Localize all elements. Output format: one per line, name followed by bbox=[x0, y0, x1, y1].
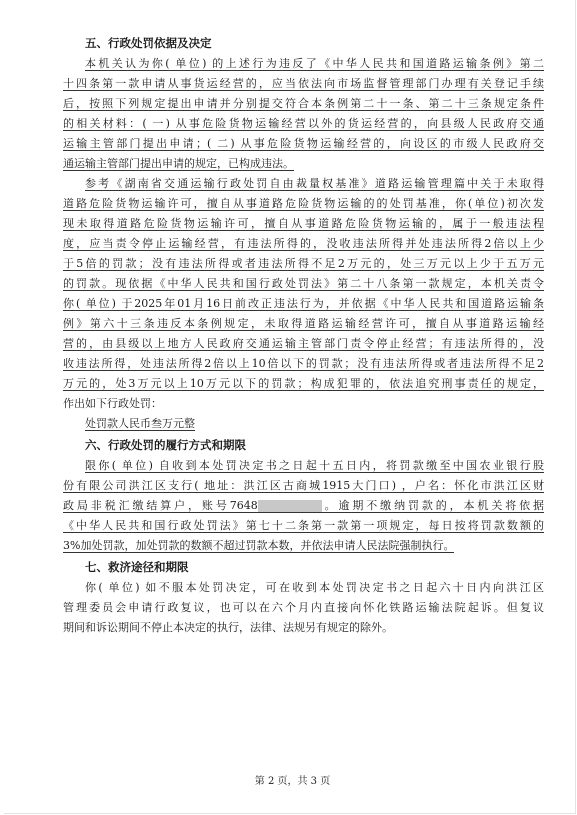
text-line: 道路危险货物运输许可，擅自从事道路危险货物运输的的处罚基准，你(单位)初次发 bbox=[63, 197, 544, 210]
text-line: 营的，由县级以上地方人民政府交通运输主管部门责令停止经营；有违法所得的，没 bbox=[63, 337, 544, 350]
penalty-decision bbox=[63, 414, 544, 434]
text-line: 本机关认为你( 单位) 的上述行为违反了《中华人民共和国道路运输条例》第二 bbox=[85, 57, 544, 70]
text-line: 于5倍的罚款；没有违法所得或者违法所得不足2万元的，处三万元以上少于五万元 bbox=[63, 257, 544, 270]
text-line: 通运输主管部门提出申请的规定，已构成违法。 bbox=[63, 157, 294, 170]
text-line: 后，按照下列规定提出申请并分别提交符合本条例第二十一条、第二十三条规定条件 bbox=[63, 97, 544, 110]
text-line: 例》第六十三条违反本条例规定，未取得道路运输经营许可，擅自从事道路运输经 bbox=[63, 317, 544, 330]
document-body bbox=[63, 32, 544, 638]
page-number-footer: 第 2 页，共 3 页 bbox=[254, 776, 331, 787]
text-line: 政局非税汇缴结算户，账号7648 。逾期不缴纳罚款的，本机关将依据 bbox=[63, 499, 544, 512]
text-line: 《中华人民共和国行政处罚法》第七十二条第一款第一项规定，每日按将罚款数额的 bbox=[63, 519, 544, 532]
text-line: 现未取得道路危险货物运输许可，擅自从事道路危险货物运输的，属于一般违法程 bbox=[63, 217, 544, 230]
section-5-paragraph-1 bbox=[63, 54, 544, 174]
text-line: 限你( 单位) 自收到本处罚决定书之日起十五日内，将罚款缴至中国农业银行股 bbox=[85, 459, 544, 472]
text-line: 运输主管部门提出申请；( 二) 从事危险货物运输经营的，向设区的市级人民政府交 bbox=[63, 137, 544, 150]
text-line: 万元的，处3万元以上10万元以下的罚款；构成犯罪的，依法追究刑事责任的规定， bbox=[63, 377, 544, 390]
text-line: 度，应当责令停止运输经营，有违法所得的，没收违法所得并处违法所得2倍以上少 bbox=[63, 237, 544, 250]
section-6-paragraph bbox=[63, 456, 544, 556]
penalty-amount: 处罚款人民币叁万元整 bbox=[85, 417, 195, 430]
section-7-heading: 七、救济途径和期限 bbox=[85, 560, 189, 574]
text-line: 作出如下行政处罚： bbox=[63, 397, 162, 410]
text-line: 期间和诉讼期间不停止本决定的执行，法律、法规另有规定的除外。 bbox=[63, 621, 393, 634]
text-line: 你( 单位) 于2025年01月16日前改正违法行为，并依据《中华人民共和国道路运输条 bbox=[63, 297, 544, 310]
text-line: 你( 单位) 如不服本处罚决定，可在收到本处罚决定书之日起六十日内向洪江区 bbox=[85, 581, 544, 594]
text-line: 的相关材料：( 一) 从事危险货物运输经营以外的货运经营的，向县级人民政府交通 bbox=[63, 117, 544, 130]
text-line: 的罚款。现依据《中华人民共和国行政处罚法》第二十八条第一款规定，本机关责令 bbox=[63, 277, 544, 290]
redacted-account-number bbox=[258, 500, 322, 513]
text-line: 管理委员会申请行政复议，也可以在六个月内直接向怀化铁路运输法院起诉。但复议 bbox=[63, 601, 544, 614]
text-line: 参考《湖南省交通运输行政处罚自由裁量权基准》道路运输管理篇中关于未取得 bbox=[85, 177, 544, 190]
text-line: 收违法所得，处违法所得2倍以上10倍以下的罚款；没有违法所得或者违法所得不足2 bbox=[63, 357, 544, 370]
text-line: 份有限公司洪江区支行( 地址：洪江区古商城1915大门口) ，户名：怀化市洪江区财 bbox=[63, 479, 544, 492]
text-line: 十四条第一款申请从事货运经营的，应当依法向市场监督管理部门办理有关登记手续 bbox=[63, 77, 544, 90]
section-5-heading: 五、行政处罚依据及决定 bbox=[85, 36, 212, 50]
section-6-heading: 六、行政处罚的履行方式和期限 bbox=[85, 438, 246, 452]
document-page bbox=[4, 0, 576, 814]
text-line: 3%加处罚款，加处罚款的数额不超过罚款本数，并依法申请人民法院强制执行。 bbox=[63, 539, 455, 552]
section-7-paragraph bbox=[63, 578, 544, 638]
section-5-paragraph-2 bbox=[63, 174, 544, 414]
